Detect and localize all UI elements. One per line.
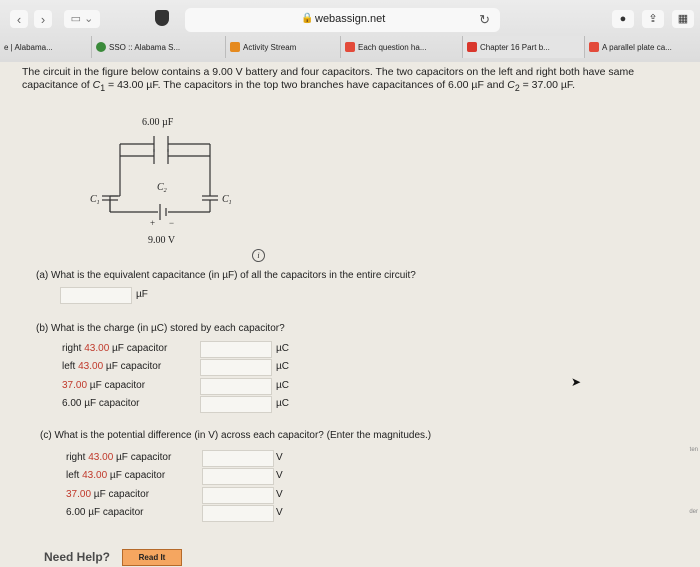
part-b-unit: µC	[276, 398, 289, 409]
back-icon[interactable]: ‹	[10, 10, 28, 28]
part-c-unit: V	[276, 489, 283, 500]
intro-text: = 37.00 µF.	[519, 79, 576, 91]
need-help-label: Need Help?	[44, 550, 111, 564]
part-b-right-input[interactable]	[200, 341, 272, 358]
part-c-6uf-input[interactable]	[202, 505, 274, 522]
part-b-question: (b) What is the charge (in µC) stored by each capacitor?	[36, 323, 285, 334]
part-b-left-input[interactable]	[200, 359, 272, 376]
address-bar[interactable]	[185, 8, 500, 32]
edge-text: der	[689, 509, 698, 515]
part-c-right-input[interactable]	[202, 450, 274, 467]
intro-text: = 43.00 µF. The capacitors in the top two branches have capacitances of 6.00 µF and	[105, 79, 508, 91]
tab-label: Chapter 16 Part b...	[480, 42, 550, 52]
part-c-row-right: right 43.00 µF capacitor	[66, 452, 172, 463]
sso-icon	[96, 42, 106, 52]
tab-label: Activity Stream	[243, 42, 297, 52]
c2-symbol: C	[507, 79, 515, 91]
part-b-unit: µC	[276, 343, 289, 354]
tab-chapter-16[interactable]	[463, 36, 585, 58]
part-c-left-input[interactable]	[202, 468, 274, 485]
part-b-row-6uf: 6.00 µF capacitor	[62, 398, 140, 409]
browser-toolbar	[0, 0, 700, 62]
tab-bar	[0, 36, 700, 58]
part-b-unit: µC	[276, 361, 289, 372]
part-b-c2-input[interactable]	[200, 378, 272, 395]
tab-label: Each question ha...	[358, 42, 427, 52]
tab-activity-stream[interactable]	[226, 36, 341, 58]
right-c1-label: $C_1$	[222, 194, 232, 206]
tab-label: A parallel plate ca...	[602, 42, 672, 52]
c2-label: $C_2$	[157, 182, 167, 194]
intro-text: The circuit in the figure below contains a 9.00 V battery and four capacitors. The two capacitors on the left and right both have same capacitance of	[22, 66, 635, 91]
sidebar-toggle-icon[interactable]: ▭ ⌄	[64, 10, 100, 28]
part-c-unit: V	[276, 452, 283, 463]
part-c-unit: V	[276, 507, 283, 518]
part-c-row-left: left 43.00 µF capacitor	[66, 470, 166, 481]
left-c1-label: $C_1$	[90, 194, 100, 206]
part-b-row-c2: 37.00 µF capacitor	[62, 380, 146, 391]
part-c-unit: V	[276, 470, 283, 481]
battery-minus: −	[169, 218, 175, 228]
chapter-icon	[467, 42, 477, 52]
problem-statement	[22, 66, 687, 95]
tab-parallel-plate[interactable]	[585, 36, 700, 58]
download-icon[interactable]: ●	[612, 10, 634, 28]
part-b-unit: µC	[276, 380, 289, 391]
part-c-row-c2: 37.00 µF capacitor	[66, 489, 150, 500]
part-b-row-left: left 43.00 µF capacitor	[62, 361, 162, 372]
part-c-question: (c) What is the potential difference (in V) across each capacitor? (Enter the magnitudes.)	[40, 430, 432, 441]
shield-icon[interactable]	[155, 10, 169, 26]
part-a-question: (a) What is the equivalent capacitance (in µF) of all the capacitors in the entire circuit?	[36, 270, 416, 281]
edge-text: ten	[689, 447, 698, 453]
c1-subscript: 1	[100, 83, 106, 94]
tab-alabama[interactable]	[0, 36, 92, 58]
part-b-6uf-input[interactable]	[200, 396, 272, 413]
reload-icon[interactable]: ↻	[479, 12, 490, 27]
tab-overview-icon[interactable]: ▦	[672, 10, 694, 28]
mouse-cursor-icon: ➤	[571, 375, 582, 389]
part-b-row-right: right 43.00 µF capacitor	[62, 343, 168, 354]
tab-label: SSO :: Alabama S...	[109, 42, 181, 52]
forward-icon[interactable]: ›	[34, 10, 52, 28]
battery-plus: +	[150, 218, 156, 228]
c2-subscript: 2	[514, 83, 520, 94]
battery-label: 9.00 V	[148, 235, 176, 246]
page-content	[0, 62, 700, 567]
lock-icon: 🔒	[301, 13, 314, 24]
url-text: webassign.net	[315, 13, 386, 25]
tab-each-question[interactable]	[341, 36, 463, 58]
part-a-unit: µF	[136, 289, 148, 300]
share-icon[interactable]: ⇪	[642, 10, 664, 28]
activity-icon	[230, 42, 240, 52]
c-icon	[345, 42, 355, 52]
top-capacitor-label: 6.00 µF	[142, 117, 174, 128]
nav-buttons	[10, 10, 52, 28]
part-c-c2-input[interactable]	[202, 487, 274, 504]
part-c-row-6uf: 6.00 µF capacitor	[66, 507, 144, 518]
part-a-answer-input[interactable]	[60, 287, 132, 304]
tab-label: e | Alabama...	[4, 42, 53, 52]
info-icon[interactable]: i	[252, 249, 265, 262]
c-icon	[589, 42, 599, 52]
read-it-button[interactable]: Read It	[122, 549, 182, 566]
tab-sso[interactable]	[92, 36, 226, 58]
circuit-diagram	[80, 114, 250, 249]
c1-symbol: C	[92, 79, 101, 91]
